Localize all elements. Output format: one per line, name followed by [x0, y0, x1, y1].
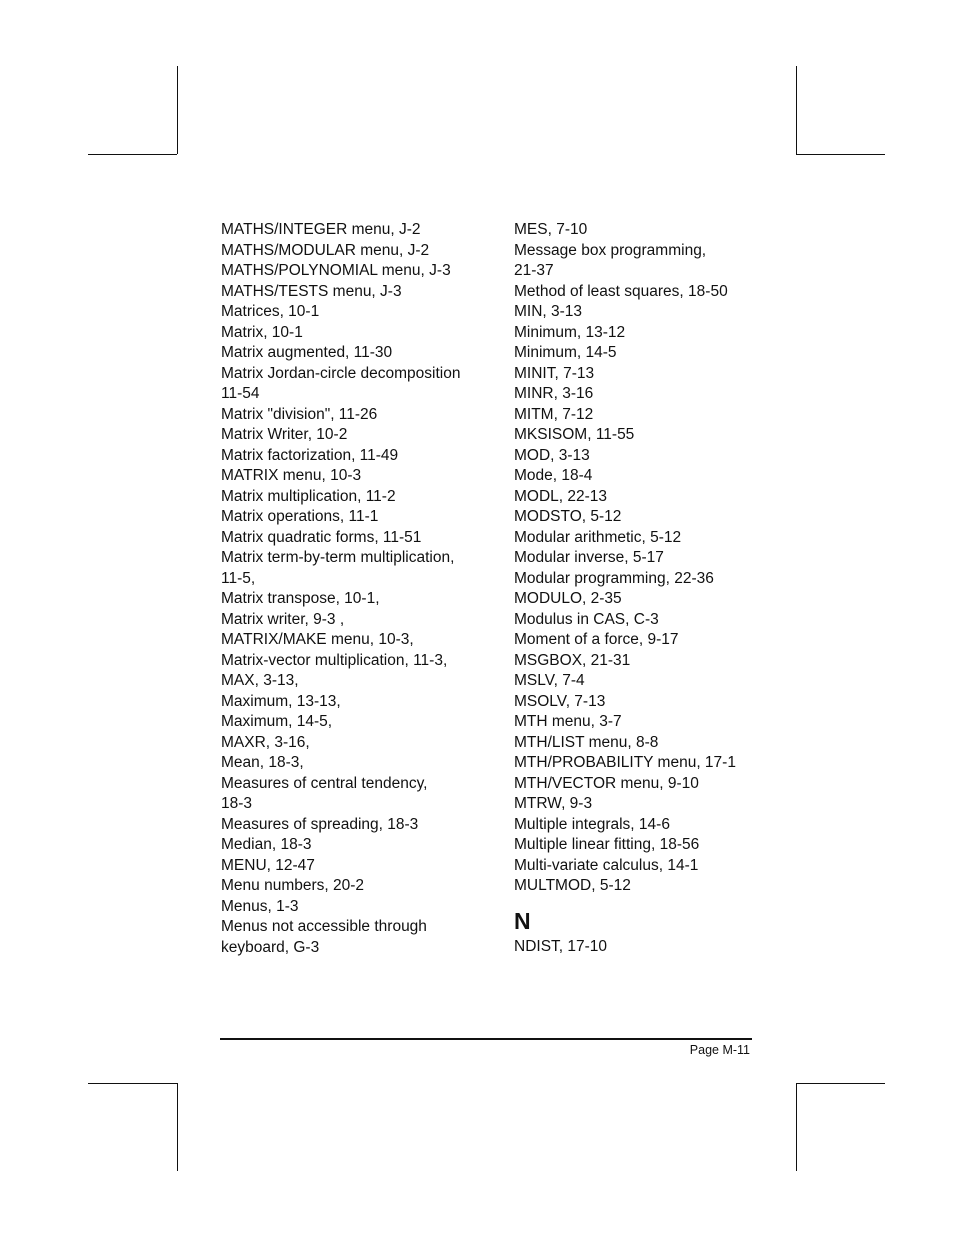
crop-mark-top-right-vertical	[796, 66, 797, 154]
index-entry: Matrix Jordan-circle decomposition	[221, 364, 461, 382]
index-entry: Matrix Writer, 10-2	[221, 426, 348, 443]
index-entry: Minimum, 13-12	[514, 323, 626, 341]
index-entry: MAX, 3-13,	[221, 672, 299, 689]
index-entry: Matrix-vector multiplication, 11-3,	[221, 651, 448, 669]
index-entry: Matrix operations, 11-1	[221, 508, 379, 525]
index-entry: MATRIX/MAKE menu, 10-3,	[221, 631, 414, 648]
index-entry: MTH/LIST menu, 8-8	[514, 733, 659, 751]
index-entry: MTH menu, 3-7	[514, 713, 622, 730]
index-entry: NDIST, 17-10	[514, 937, 608, 955]
index-entry: Multiple integrals, 14-6	[514, 815, 670, 833]
index-entry: MSLV, 7-4	[514, 672, 585, 689]
index-entry: MES, 7-10	[514, 221, 588, 238]
index-entry: MULTMOD, 5-12	[514, 877, 631, 894]
index-entry: Matrices, 10-1	[221, 303, 320, 320]
index-entry: Menu numbers, 20-2	[221, 877, 365, 894]
index-entry: Measures of spreading, 18-3	[221, 815, 419, 833]
index-entry: MSGBOX, 21-31	[514, 651, 631, 669]
index-entry: MODL, 22-13	[514, 487, 608, 505]
index-entry: Menus not accessible through	[221, 918, 427, 935]
index-entry: keyboard, G-3	[221, 938, 320, 956]
index-entry: MOD, 3-13	[514, 446, 590, 464]
index-entry: MTRW, 9-3	[514, 795, 593, 812]
index-entry: MODULO, 2-35	[514, 590, 622, 607]
index-entry: MITM, 7-12	[514, 405, 594, 423]
index-entry: Maximum, 13-13,	[221, 692, 341, 710]
index-entry: Matrix factorization, 11-49	[221, 446, 399, 464]
index-entry: Matrix augmented, 11-30	[221, 344, 393, 361]
index-entry: Multiple linear fitting, 18-56	[514, 836, 700, 853]
index-entry: Median, 18-3	[221, 836, 312, 853]
section-letter-n: N	[514, 907, 531, 934]
index-entry: MINIT, 7-13	[514, 364, 595, 382]
index-entry: MENU, 12-47	[221, 856, 315, 874]
index-entry: Mode, 18-4	[514, 467, 593, 484]
index-entry: MATHS/INTEGER menu, J-2	[221, 221, 421, 238]
crop-mark-bottom-left-vertical	[177, 1083, 178, 1171]
index-entry: 11-54	[221, 385, 260, 402]
index-entry: MINR, 3-16	[514, 385, 594, 402]
index-entry: MATHS/TESTS menu, J-3	[221, 282, 402, 300]
index-entries-m	[514, 220, 764, 897]
index-entry: MSOLV, 7-13	[514, 692, 606, 710]
index-entry: Matrix "division", 11-26	[221, 405, 378, 423]
index-entry: MAXR, 3-16,	[221, 733, 310, 751]
crop-mark-bottom-left-horizontal	[88, 1083, 177, 1084]
index-column-left	[221, 220, 491, 958]
index-entry: MTH/PROBABILITY menu, 17-1	[514, 754, 736, 771]
index-entry: Modular arithmetic, 5-12	[514, 528, 682, 546]
index-entry: Method of least squares, 18-50	[514, 282, 728, 300]
index-entry: 21-37	[514, 262, 554, 279]
index-entry: Measures of central tendency,	[221, 774, 428, 792]
index-entry: Moment of a force, 9-17	[514, 631, 679, 648]
index-entry: Minimum, 14-5	[514, 344, 617, 361]
index-entry: MKSISOM, 11-55	[514, 426, 635, 443]
index-entry: Matrix multiplication, 11-2	[221, 487, 396, 505]
index-entry: Message box programming,	[514, 241, 707, 259]
index-entry: Matrix transpose, 10-1,	[221, 590, 380, 607]
index-entry: 11-5,	[221, 569, 256, 587]
index-entry: MTH/VECTOR menu, 9-10	[514, 774, 699, 792]
index-entry: MODSTO, 5-12	[514, 508, 622, 525]
index-entry: Matrix, 10-1	[221, 323, 303, 341]
index-column-right	[514, 220, 764, 957]
index-entry: 18-3	[221, 795, 253, 812]
crop-mark-top-right-horizontal	[796, 154, 885, 155]
index-entry: Modular programming, 22-36	[514, 569, 714, 587]
index-entry: Menus, 1-3	[221, 897, 299, 915]
index-entry: MATHS/POLYNOMIAL menu, J-3	[221, 262, 451, 279]
page-number: Page M-11	[689, 1043, 750, 1057]
crop-mark-bottom-right-horizontal	[796, 1083, 885, 1084]
index-entry: Matrix writer, 9-3 ,	[221, 610, 345, 628]
index-entry: Matrix term-by-term multiplication,	[221, 549, 455, 566]
index-entry: MATRIX menu, 10-3	[221, 467, 362, 484]
index-entry: MATHS/MODULAR menu, J-2	[221, 241, 430, 259]
footer-rule	[220, 1038, 752, 1040]
index-entry: Modulus in CAS, C-3	[514, 610, 659, 628]
index-entries-n	[514, 937, 764, 958]
index-entry: Mean, 18-3,	[221, 754, 304, 771]
crop-mark-bottom-right-vertical	[796, 1083, 797, 1171]
index-entry: Multi-variate calculus, 14-1	[514, 856, 699, 874]
index-entry: MIN, 3-13	[514, 303, 583, 320]
index-entry: Maximum, 14-5,	[221, 713, 333, 730]
crop-mark-top-left-vertical	[177, 66, 178, 154]
index-entry: Matrix quadratic forms, 11-51	[221, 528, 422, 546]
crop-mark-top-left-horizontal	[88, 154, 177, 155]
index-entry: Modular inverse, 5-17	[514, 549, 664, 566]
